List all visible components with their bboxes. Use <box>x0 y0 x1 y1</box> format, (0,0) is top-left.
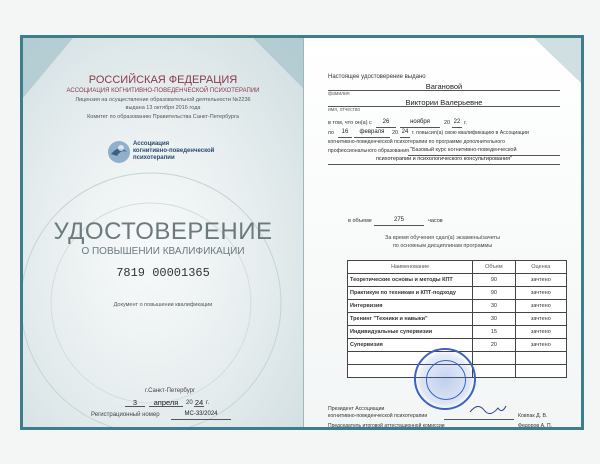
discipline-grade: зачтено <box>515 339 566 352</box>
logo-text-3: психотерапии <box>133 155 175 161</box>
table-header-row <box>348 261 567 274</box>
registration-number: МС-33/2024 <box>184 411 218 417</box>
commission-chair-label: Председатель итоговой аттестационной комиссии <box>328 423 445 427</box>
discipline-hours <box>473 365 515 378</box>
issue-month: апреля <box>153 398 179 407</box>
license-date: выдана 13 октября 2016 года <box>125 105 201 111</box>
program-name-line2: психотерапии и психологического консультирования" <box>375 156 513 162</box>
certificate-number: 7819 00001365 <box>116 266 210 280</box>
discipline-grade: зачтено <box>515 326 566 339</box>
column-header: Наименование <box>348 261 473 274</box>
president-name: Ковпак Д. В. <box>518 413 548 419</box>
association-logo-icon <box>107 140 131 164</box>
volume-unit: часов <box>428 218 443 224</box>
name-caption: имя, отчество <box>328 107 361 113</box>
certificate-spread <box>20 35 584 430</box>
to-day: 16 <box>341 129 349 135</box>
table-row <box>348 326 567 339</box>
volume-hours: 275 <box>393 217 404 223</box>
table-row <box>348 287 567 300</box>
to-month: февраля <box>359 129 385 135</box>
license-line: Лицензия на осуществление образовательной деятельности №2236 <box>75 97 251 103</box>
license-issuer: Комитет по образованию Правительства Санкт-Петербурга <box>87 114 239 120</box>
to-year: 24 <box>401 129 409 135</box>
from-month: ноября <box>410 119 430 125</box>
program-prefix: профессионального образования <box>328 148 409 154</box>
issue-year: 24 <box>194 398 204 407</box>
discipline-name: Супервизия <box>348 339 473 352</box>
program-intro-line: когнитивно-поведенческой психотерапии по программе дополнительного <box>328 139 505 145</box>
discipline-grade <box>515 365 566 378</box>
column-header: Оценка <box>515 261 566 274</box>
issue-city: г.Санкт-Петербург <box>145 388 196 394</box>
discipline-grade <box>515 352 566 365</box>
to-year-prefix: 20 <box>392 130 399 136</box>
discipline-grade: зачтено <box>515 300 566 313</box>
right-page <box>304 38 581 427</box>
discipline-grade: зачтено <box>515 313 566 326</box>
discipline-name: Теоретические основы и методы КПТ <box>348 274 473 287</box>
discipline-hours: 20 <box>473 339 515 352</box>
logo-text-2: когнитивно-поведенческой <box>133 148 215 154</box>
country-title: РОССИЙСКАЯ ФЕДЕРАЦИЯ <box>88 74 238 86</box>
certificate-title: УДОСТОВЕРЕНИЕ <box>53 218 273 245</box>
table-row <box>348 300 567 313</box>
recipient-name: Виктории Валерьевне <box>405 98 483 107</box>
to-label: по <box>328 130 335 136</box>
logo-text-1: Ассоциация <box>133 141 170 147</box>
from-year-prefix: 20 <box>444 120 451 126</box>
official-seal-stamp <box>414 348 476 410</box>
from-label: в том, что он(а) с <box>328 120 372 126</box>
exams-title-line1: За время обучения сдал(а) экзамены/зачеты <box>385 235 500 241</box>
discipline-hours <box>473 352 515 365</box>
from-year: 22 <box>453 119 461 125</box>
from-year-suffix: г. <box>464 120 467 126</box>
issued-to-label: Настоящее удостоверение выдано <box>328 74 426 80</box>
association-name: АССОЦИАЦИЯ КОГНИТИВНО-ПОВЕДЕНЧЕСКОЙ ПСИХОТЕРАПИИ <box>66 88 260 94</box>
discipline-hours: 90 <box>473 274 515 287</box>
discipline-hours: 30 <box>473 300 515 313</box>
from-day: 26 <box>382 119 390 125</box>
recipient-surname: Вагановой <box>425 82 463 91</box>
president-title-line2: когнитивно-поведенческой психотерапии <box>328 413 428 419</box>
document-type-label: Документ о повышении квалификации <box>113 302 213 308</box>
exams-title-line2: по основным дисциплинам программы <box>392 243 493 249</box>
column-header: Объем <box>473 261 515 274</box>
discipline-grade: зачтено <box>515 287 566 300</box>
to-year-suffix: г. повысил(а) свою квалификацию в Ассоциации <box>412 130 529 136</box>
seal-inner-ring <box>426 360 466 400</box>
left-page <box>23 38 303 427</box>
discipline-hours: 90 <box>473 287 515 300</box>
discipline-grade: зачтено <box>515 274 566 287</box>
issue-year-suffix: г. <box>206 400 210 406</box>
commission-chair-name: Федоров А. П. <box>518 423 553 427</box>
program-name-line1: "Базовый курс когнитивно-поведенческой <box>410 147 517 153</box>
registration-label: Регистрационный номер <box>91 412 160 418</box>
discipline-name: Интервизия <box>348 300 473 313</box>
discipline-hours: 15 <box>473 326 515 339</box>
discipline-name: Практикум по техникам и КПТ-подходу <box>348 287 473 300</box>
president-title-line1: Президент Ассоциации <box>328 406 385 412</box>
surname-caption: фамилия <box>328 91 350 97</box>
issue-year-prefix: 20 <box>186 400 193 406</box>
discipline-hours: 30 <box>473 313 515 326</box>
volume-label: в объеме <box>348 218 372 224</box>
table-row <box>348 313 567 326</box>
discipline-name: Индивидуальные супервизии <box>348 326 473 339</box>
discipline-name: Тренинг "Техники и навыки" <box>348 313 473 326</box>
president-signature-icon <box>468 400 508 418</box>
table-row <box>348 274 567 287</box>
certificate-subtitle: О ПОВЫШЕНИИ КВАЛИФИКАЦИИ <box>81 246 245 257</box>
issue-day: 3 <box>132 398 138 407</box>
